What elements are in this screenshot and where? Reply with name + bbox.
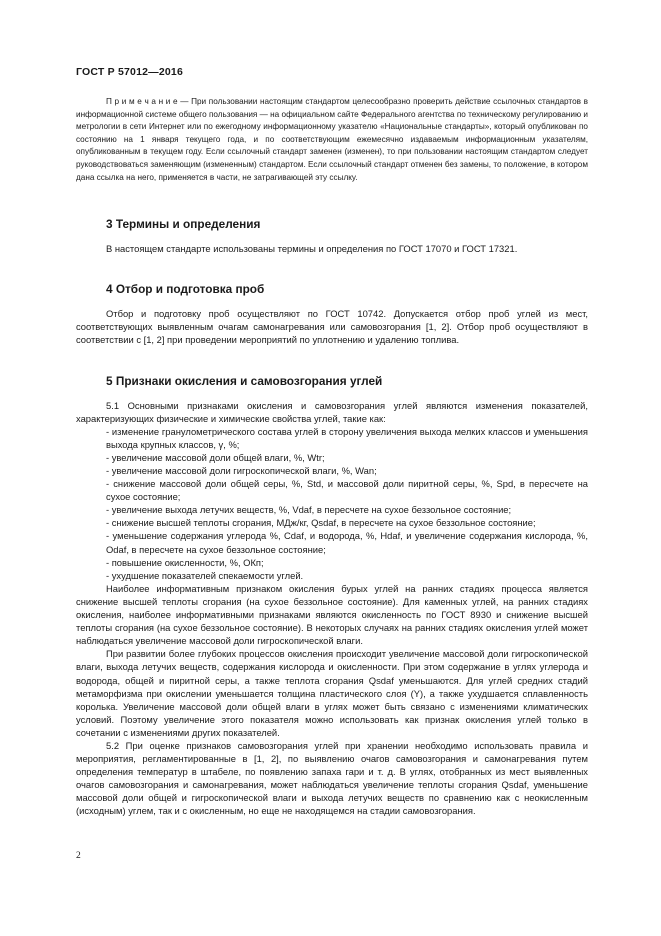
- document-header: ГОСТ Р 57012—2016: [76, 66, 184, 78]
- list-item: - увеличение выхода летучих веществ, %, Vdaf, в пересчете на сухое беззольное состояние;: [106, 504, 512, 516]
- section-3-text: В настоящем стандарте использованы термины и определения по ГОСТ 17070 и ГОСТ 17321.: [106, 243, 518, 255]
- section-5-paragraph: При развитии более глубоких процессов окисления происходит увеличение массовой доли гигроскопической влаги, выхода летучих веществ, содержания кислорода и окисленности. При этом содержание в углях углерода и водорода, общей и пиритной серы, а также теплота сгорания Qsdaf уменьшаются. Для углей средних стадий метаморфизма при окислении уменьшается толщина пластического слоя (Y), а также ухудшается сплавленность королька. Увеличение массовой доли общей влаги в углях может быть связано с изменениями климатических условий. Поэтому увеличение этого показателя можно использовать как признак окисления углей только в сочетании с изменениями других показателей.: [76, 648, 588, 738]
- page-number: 2: [76, 851, 81, 861]
- list-item: - увеличение массовой доли общей влаги, %, Wtr;: [106, 451, 325, 463]
- section-4-text: Отбор и подготовку проб осуществляют по ГОСТ 10742. Допускается отбор проб углей из мест, соответствующих выявленным очагам самонагревания или самовозгорания [1, 2]. Отбор проб осуществляют в соответствии с [1, 2] при проведении мероприятий по уплотнению и удалению топлива.: [76, 308, 588, 346]
- list-item: - повышение окисленности, %, ОКп;: [106, 556, 264, 568]
- section-4-title: 4 Отбор и подготовка проб: [106, 282, 265, 297]
- list-item: - снижение высшей теплоты сгорания, МДж/кг, Qsdaf, в пересчете на сухое беззольное состояние;: [106, 517, 536, 529]
- document-body: [76, 96, 588, 818]
- section-5-paragraph: Наиболее информативным признаком окисления бурых углей на ранних стадиях процесса является снижение высшей теплоты сгорания (на сухое беззольное состояние). Для каменных углей, на ранних стадиях окисления, наиболее информативными признаками являются окисленность по ГОСТ 8930 и снижение высшей теплоты сгорания (на сухое беззольное состояние). В некоторых случаях на ранних стадиях окисления углей может наблюдаться увеличение массовой доли гигроскопической влаги.: [76, 582, 588, 647]
- list-item: - снижение массовой доли общей серы, %, Std, и массовой доли пиритной серы, %, Spd, в пересчете на сухое состояние;: [106, 478, 588, 503]
- list-item: - ухудшение показателей спекаемости углей.: [106, 569, 304, 581]
- section-5-title: 5 Признаки окисления и самовозгорания углей: [106, 373, 383, 388]
- reference-note: П р и м е ч а н и е — При пользовании настоящим стандартом целесообразно проверить действие ссылочных стандартов в информационной системе общего пользования — на официальном сайте Федерального агентства по техническому регулированию и метрологии в сети Интернет или по ежегодному информационному указателю «Национальные стандарты», который опубликован по состоянию на 1 января текущего года, и по соответствующим ежемесячно издаваемым информационным указателям, опубликованным в текущем году. Если ссылочный стандарт заменен (изменен), то при пользовании настоящим стандартом следует руководствоваться заменяющим (измененным) стандартом. Если ссылочный стандарт отменен без замены, то положение, в котором дана ссылка на него, применяется в части, не затрагивающей эту ссылку.: [76, 97, 588, 182]
- list-item: - увеличение массовой доли гигроскопической влаги, %, Wan;: [106, 465, 377, 476]
- section-5-2-text: 5.2 При оценке признаков самовозгорания углей при хранении необходимо использовать правила и мероприятия, регламентированные в [1, 2], по выявлению очагов самовозгорания и самонагревания путем определения температур в штабеле, по появлению запаха гари и т. д. В углях, отобранных из мест выявленных очагов самовозгорания и самонагревания, может наблюдаться увеличение теплоты сгорания Qsdaf, уменьшение массовой доли общей и гигроскопической влаги и выхода летучих веществ по сравнению как с неокисленным (исходным) углем, так и с окисленным, но еще не находящемся на стадии самовозгорания.: [76, 739, 588, 817]
- section-3-title: 3 Термины и определения: [106, 217, 261, 232]
- section-5-1-text: 5.1 Основными признаками окисления и самовозгорания углей являются изменения показателей, характеризующих физические и химические свойства углей, такие как:: [76, 399, 588, 424]
- list-item: - уменьшение содержания углерода %, Cdaf, и водорода, %, Hdaf, и увеличение содержания кислорода, %, Odaf, в пересчете на сухое беззольное состояние;: [106, 530, 588, 555]
- list-item: - изменение гранулометрического состава углей в сторону увеличения выхода мелких классов и уменьшения выхода крупных классов, γ, %;: [106, 425, 588, 450]
